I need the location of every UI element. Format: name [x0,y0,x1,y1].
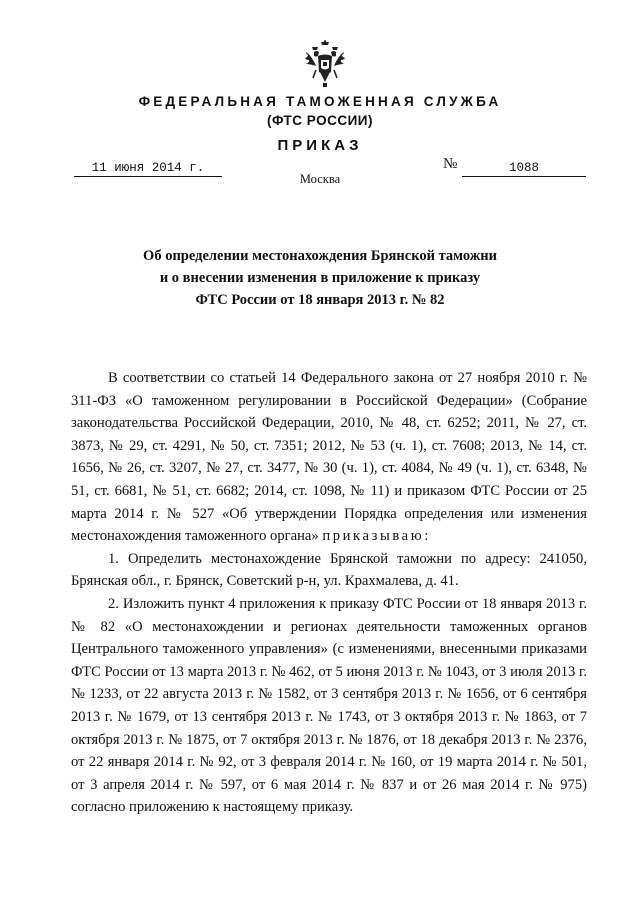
order-date: 11 июня 2014 г. [74,160,222,177]
preamble-text: В соответствии со статьей 14 Федерального закона от 27 ноября 2010 г. № 311-ФЗ «О таможенном регулировании в Российской Федерации» (Собрание законодательства Российской Федерации, 2010, № 48, ст. 6252; 2011, № 27, ст. 3873, № 29, ст. 4291, № 50, ст. 7351; 2012, № 53 (ч. 1), ст. 7608; 2013, № 14, ст. 1656, № 26, ст. 3207, № 27, ст. 3477, № 30 (ч. 1), ст. 4084, № 49 (ч. 1), ст. 6348, № 51, ст. 6681, № 51, ст. 6682; 2014, ст. 1098, № 11) и приказом ФТС России от 25 марта 2014 г. № 527 «Об утверждении Порядка определения или изменения местонахождения таможенного органа» [71,370,587,545]
title-line: и о внесении изменения в приложение к приказу [159,270,481,286]
decree-word: приказываю: [322,528,431,545]
title-line: Об определении местонахождения Брянской таможни [143,248,497,264]
item-2-paragraph: 2. Изложить пункт 4 приложения к приказу ФТС России от 18 января 2013 г. № 82 «О местонахождении и регионах деятельности таможенных органов Центрального таможенного управления» (с изменениями, внесенными приказами ФТС России от 13 марта 2013 г. № 462, от 5 июня 2013 г. № 1043, от 3 июля 2013 г. № 1233, от 22 августа 2013 г. № 1582, от 3 сентября 2013 г. № 1656, от 6 сентября 2013 г. № 1679, от 13 сентября 2013 г. № 1743, от 3 октября 2013 г. № 1863, от 7 октября 2013 г. № 1875, от 7 октября 2013 г. № 1876, от 18 декабря 2013 г. № 2376, от 22 января 2014 г. № 92, от 3 февраля 2014 г. № 160, от 19 марта 2014 г. № 501, от 3 апреля 2014 г. № 597, от 6 мая 2014 г. № 837 и от 26 мая 2014 г. № 975) согласно приложению к настоящему приказу. [71,595,587,816]
order-number-label: № [443,156,458,172]
title-line: ФТС России от 18 января 2013 г. № 82 [195,292,445,308]
order-body [71,367,587,819]
item-1-paragraph: 1. Определить местонахождение Брянской таможни по адресу: 241050, Брянская обл., г. Брянск, Советский р-н, ул. Крахмалева, д. 41. [71,550,587,590]
organization-name: ФЕДЕРАЛЬНАЯ ТАМОЖЕННАЯ СЛУЖБА [138,94,502,109]
double-headed-eagle-emblem-icon [304,40,346,88]
document-type: ПРИКАЗ [277,137,363,154]
order-number: 1088 [462,160,586,177]
organization-abbreviation: (ФТС РОССИИ) [267,113,373,128]
preamble-paragraph [71,367,587,548]
issue-city: Москва [299,172,341,186]
order-title [70,245,570,311]
